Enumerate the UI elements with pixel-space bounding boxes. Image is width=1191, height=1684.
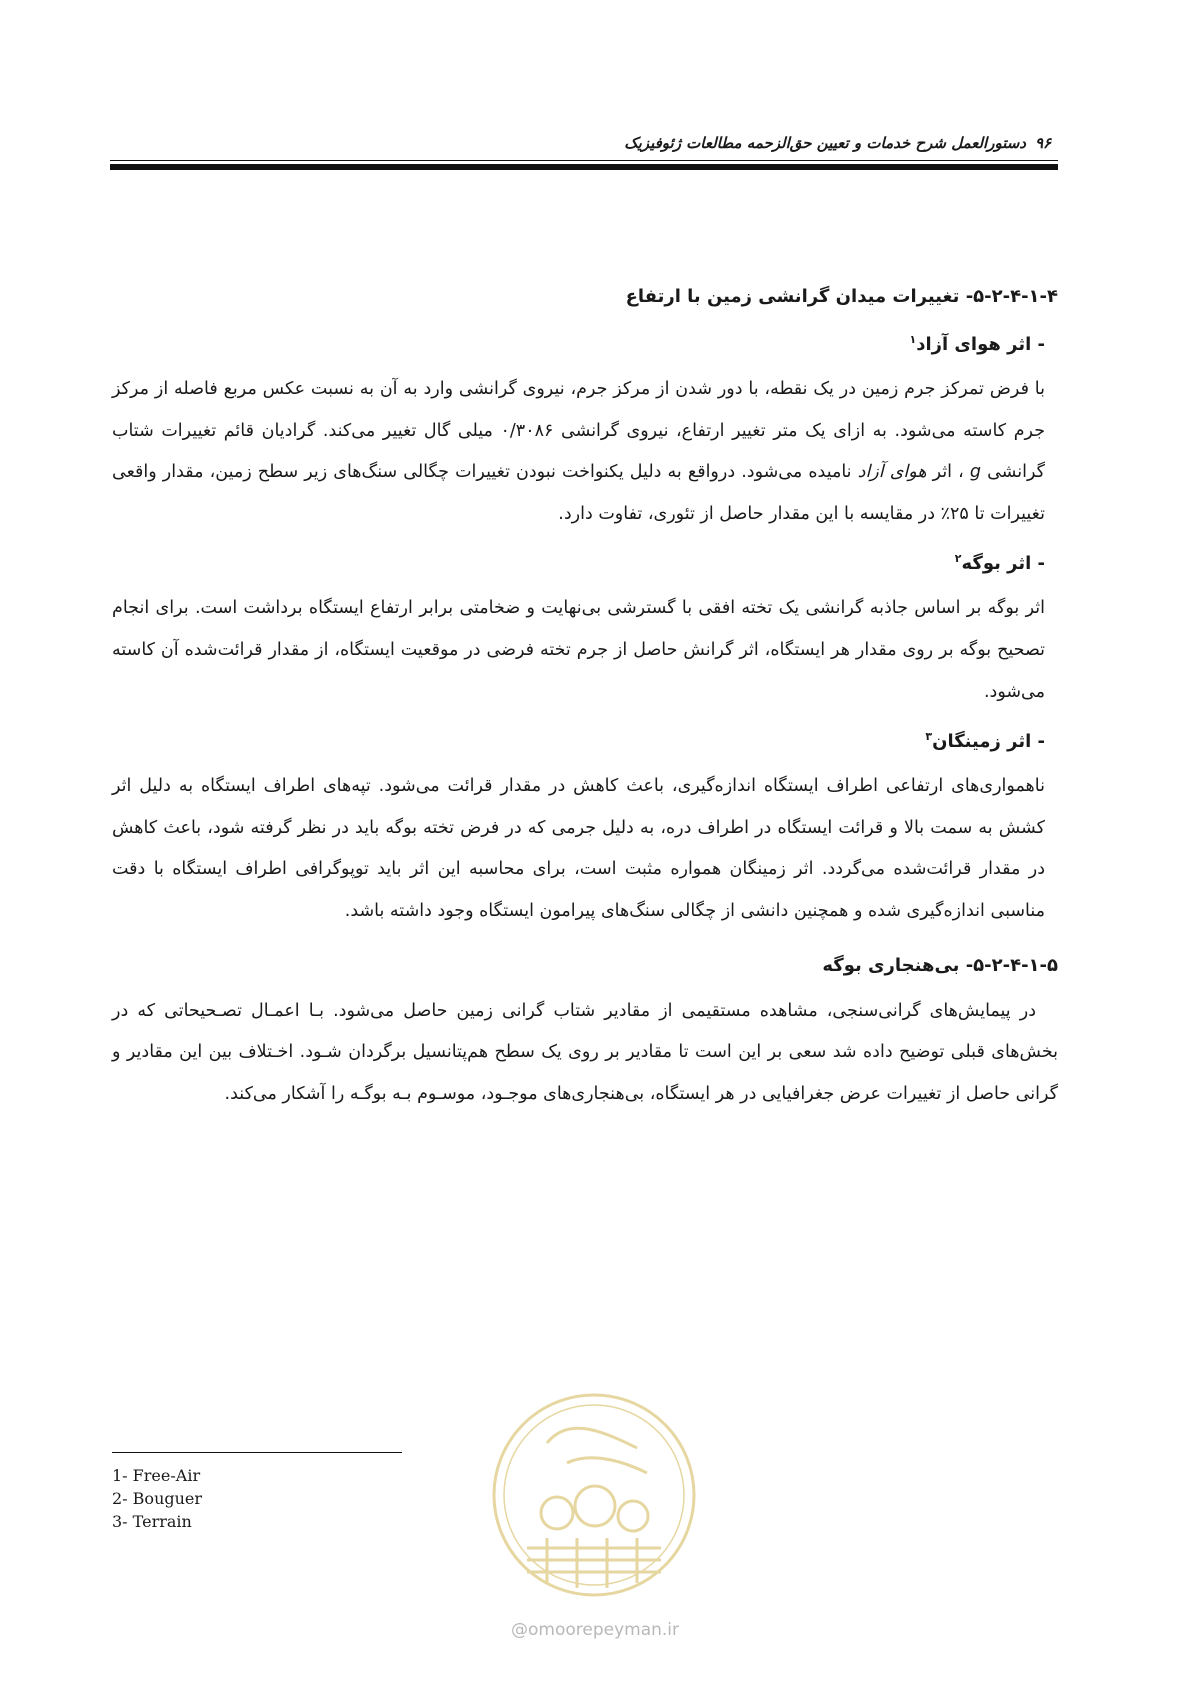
footnote-2: 2- Bouguer [112, 1489, 203, 1508]
subheading-free-air-text: - اثر هوای آزاد [916, 334, 1045, 355]
gravity-symbol: g [969, 462, 981, 483]
paragraph-bouguer: اثر بوگه بر اساس جاذبه گرانشی یک تخته افقی با گسترشی بی‌نهایت و ضخامتی برابر ارتفاع ایستگاه برداشت است. برای انجام تصحیح بوگه بر روی مقدار هر ایستگاه، اثر گرانش حاصل از جرم تخته فرضی در موقعیت ایستگاه، از مقدار قرائت‌شده آن کاسته می‌شود. [112, 598, 1045, 702]
subheading-terrain [112, 719, 1058, 760]
main-content [112, 280, 1058, 1121]
footnote-ref-1: ۱ [909, 333, 917, 346]
paragraph-free-air-part-c: نامیده می‌شود. درواقع به دلیل یکنواخت نبودن تغییرات چگالی سنگ‌های زیر سطح زمین، مقدار واقعی تغییرات تا ۲۵٪ در مقایسه با این مقدار حاصل از تئوری، تفاوت دارد. [112, 462, 1045, 524]
paragraph-free-air [112, 369, 1058, 535]
watermark-caption: @omoorepeyman.ir [510, 1620, 680, 1640]
paragraph-bouguer-anomaly: در پیمایش‌های گرانی‌سنجی، مشاهده مستقیمی از مقادیر شتاب گرانی زمین حاصل می‌شود. بـا اعمـال تصـحیحاتی که در بخش‌های قبلی توضیح داده شد سعی بر این است تا مقادیر بر روی یک سطح هم‌پتانسیل برگردان شـود. اخـتلاف بین این مقادیر و گرانی حاصل از تغییرات عرض جغرافیایی در هر ایستگاه، بی‌هنجاری‌های موجـود، موسـوم بـه بوگـه را آشکار می‌کند. [112, 1000, 1058, 1104]
subheading-bouguer [112, 541, 1058, 582]
page-number: ۹۶ [1035, 134, 1052, 152]
running-header-title: دستورالعمل شرح خدمات و تعیین حق‌الزحمه مطالعات ژئوفیزیک [624, 134, 1026, 152]
subheading-terrain-text: - اثر زمینگان [932, 731, 1045, 753]
footnote-ref-3: ۳ [925, 730, 933, 744]
free-air-term: هوای آزاد [857, 462, 927, 483]
footnote-1: 1- Free-Air [112, 1466, 201, 1485]
header-rule-thick [110, 164, 1058, 170]
paragraph-free-air-part-a: با فرض تمرکز جرم زمین در یک نقطه، با دور شدن از مرکز جرم، نیروی گرانشی وارد به آن به نسبت عکس مربع فاصله از مرکز جرم کاسته می‌شود. به ازای یک متر تغییر ارتفاع، نیروی گرانشی ۰/۳۰۸۶ میلی گال تغییر می‌کند. گرادیان قائم تغییرات شتاب گرانشی [112, 379, 1046, 483]
watermark-seal-logo [487, 1388, 701, 1602]
section-heading-gravity-elevation: ۵-۲-۴-۱-۴- تغییرات میدان گرانشی زمین با ارتفاع [625, 286, 1058, 307]
section-heading-bouguer-anomaly: ۵-۲-۴-۱-۵- بی‌هنجاری بوگه [822, 954, 1058, 976]
footnote-rule [112, 1452, 402, 1453]
footnote-ref-2: ۲ [954, 552, 962, 566]
paragraph-free-air-part-b: ، اثر [926, 462, 970, 483]
subheading-bouguer-text: - اثر بوگه [961, 553, 1045, 575]
footnotes [112, 1464, 202, 1533]
paragraph-terrain: ناهمواری‌های ارتفاعی اطراف ایستگاه اندازه‌گیری، باعث کاهش در مقدار قرائت می‌شود. تپه‌های اطراف ایستگاه به دلیل اثر کشش به سمت بالا و قرائت ایستگاه در اطراف دره، به دلیل جرمی که در فرض تخته بوگه باید در نظر گرفته شود، باعث کاهش در مقدار قرائت‌شده می‌گردد. اثر زمینگان همواره مثبت است، برای محاسبه این اثر باید توپوگرافی اطراف ایستگاه با دقت مناسبی اندازه‌گیری شده و همچنین دانشی از چگالی سنگ‌های پیرامون ایستگاه وجود داشته باشد. [112, 776, 1045, 921]
footnote-3: 3- Terrain [112, 1512, 192, 1531]
subheading-free-air [112, 322, 1058, 363]
header-rule-thin [110, 160, 1058, 161]
